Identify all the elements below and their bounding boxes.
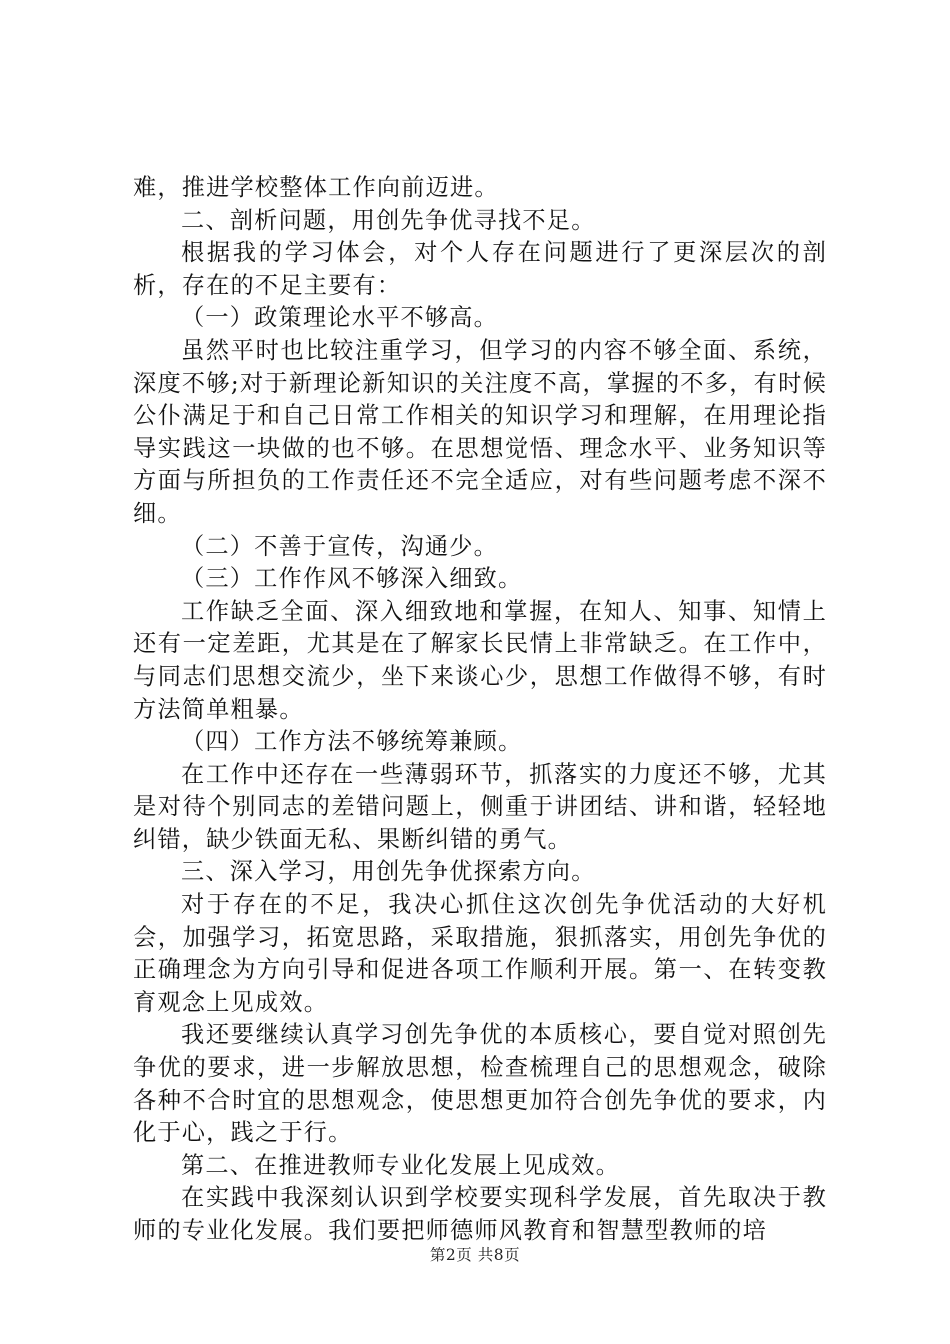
subsection-heading: 第二、在推进教师专业化发展上见成效。 [181,1151,620,1179]
paragraph: 在工作中还存在一些薄弱环节，抓落实的力度还不够，尤其是对待个别同志的差错问题上，侧重于讲团结、讲和谐，轻轻地纠错，缺少铁面无私、果断纠错的勇气。 [133,760,827,853]
paragraph: 我还要继续认真学习创先争优的本质核心，要自觉对照创先争优的要求，进一步解放思想，检查梳理自己的思想观念，破除各种不合时宜的思想观念，使思想更加符合创先争优的要求，内化于心，践之于行。 [133,1021,827,1147]
body-text [133,172,827,1248]
subsection-heading: （三）工作作风不够深入细致。 [181,565,523,593]
subsection-heading: （二）不善于宣传，沟通少。 [181,532,499,560]
section-heading: 二、剖析问题，用创先争优寻找不足。 [181,206,596,234]
paragraph: 虽然平时也比较注重学习，但学习的内容不够全面、系统，深度不够;对于新理论新知识的关注度不高，掌握的不多，有时候公仆满足于和自己日常工作相关的知识学习和理解，在用理论指导实践这一块做的也不够。在思想觉悟、理念水平、业务知识等方面与所担负的工作责任还不完全适应，对有些问题考虑不深不细。 [133,336,827,527]
section-heading: 三、深入学习，用创先争优探索方向。 [181,858,596,886]
paragraph: 工作缺乏全面、深入细致地和掌握，在知人、知事、知情上还有一定差距，尤其是在了解家长民情上非常缺乏。在工作中，与同志们思想交流少，坐下来谈心少，思想工作做得不够，有时方法简单粗暴。 [133,597,827,723]
paragraph: 在实践中我深刻认识到学校要实现科学发展，首先取决于教师的专业化发展。我们要把师德师风教育和智慧型教师的培 [133,1184,827,1244]
subsection-heading: （一）政策理论水平不够高。 [181,304,499,332]
paragraph: 根据我的学习体会，对个人存在问题进行了更深层次的剖析，存在的不足主要有： [133,239,827,299]
subsection-heading: （四）工作方法不够统筹兼顾。 [181,728,523,756]
page-number-footer: 第2页 共8页 [429,1246,521,1264]
paragraph: 难，推进学校整体工作向前迈进。 [133,174,499,201]
paragraph: 对于存在的不足，我决心抓住这次创先争优活动的大好机会，加强学习，拓宽思路，采取措施，狠抓落实，用创先争优的正确理念为方向引导和促进各项工作顺利开展。第一、在转变教育观念上见成效。 [133,891,827,1016]
